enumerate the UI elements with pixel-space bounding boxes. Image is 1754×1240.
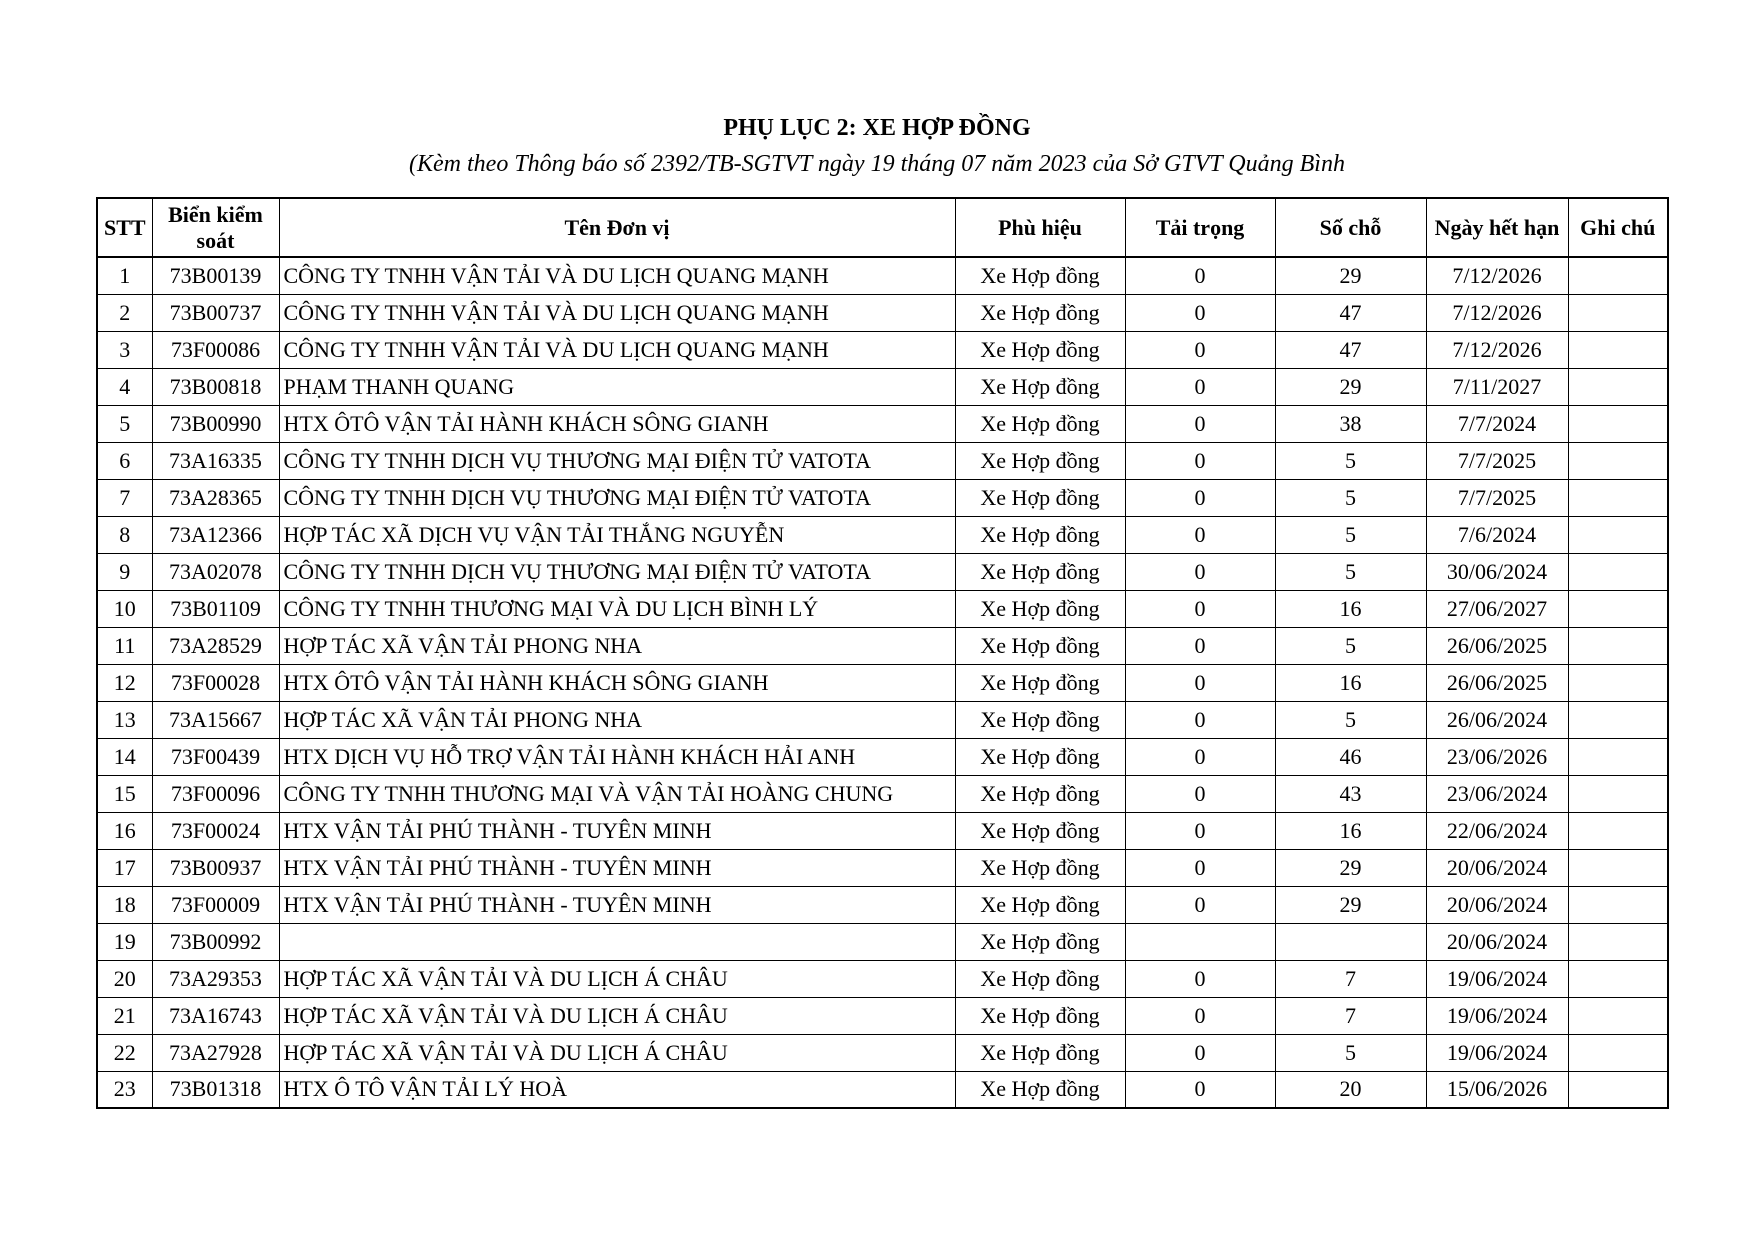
cell-plate: 73F00439	[152, 738, 279, 775]
cell-badge: Xe Hợp đồng	[955, 1071, 1125, 1108]
cell-seats: 29	[1275, 886, 1426, 923]
cell-note	[1568, 442, 1668, 479]
cell-expiry: 20/06/2024	[1426, 886, 1568, 923]
cell-expiry: 7/12/2026	[1426, 257, 1568, 294]
cell-load: 0	[1125, 775, 1275, 812]
cell-stt: 21	[97, 997, 152, 1034]
cell-badge: Xe Hợp đồng	[955, 886, 1125, 923]
cell-stt: 9	[97, 553, 152, 590]
cell-seats: 16	[1275, 590, 1426, 627]
cell-expiry: 7/6/2024	[1426, 516, 1568, 553]
cell-load: 0	[1125, 812, 1275, 849]
cell-note	[1568, 738, 1668, 775]
cell-stt: 7	[97, 479, 152, 516]
cell-unit: HTX VẬN TẢI PHÚ THÀNH - TUYÊN MINH	[279, 849, 955, 886]
cell-expiry: 7/7/2025	[1426, 479, 1568, 516]
table-row	[97, 849, 1668, 886]
cell-expiry: 23/06/2026	[1426, 738, 1568, 775]
table-body	[97, 257, 1668, 1108]
cell-seats: 29	[1275, 849, 1426, 886]
cell-unit: CÔNG TY TNHH THƯƠNG MẠI VÀ VẬN TẢI HOÀNG CHUNG	[279, 775, 955, 812]
cell-load: 0	[1125, 331, 1275, 368]
cell-expiry: 19/06/2024	[1426, 997, 1568, 1034]
cell-badge: Xe Hợp đồng	[955, 257, 1125, 294]
table-row	[97, 775, 1668, 812]
vehicle-table	[96, 197, 1669, 1109]
cell-seats: 5	[1275, 627, 1426, 664]
cell-note	[1568, 960, 1668, 997]
cell-plate: 73A29353	[152, 960, 279, 997]
cell-unit: CÔNG TY TNHH DỊCH VỤ THƯƠNG MẠI ĐIỆN TỬ VATOTA	[279, 553, 955, 590]
cell-unit: HỢP TÁC XÃ VẬN TẢI VÀ DU LỊCH Á CHÂU	[279, 960, 955, 997]
cell-unit: CÔNG TY TNHH VẬN TẢI VÀ DU LỊCH QUANG MẠNH	[279, 331, 955, 368]
cell-load: 0	[1125, 553, 1275, 590]
cell-badge: Xe Hợp đồng	[955, 923, 1125, 960]
cell-load: 0	[1125, 701, 1275, 738]
cell-load: 0	[1125, 997, 1275, 1034]
cell-note	[1568, 331, 1668, 368]
table-row	[97, 664, 1668, 701]
table-header-row	[97, 198, 1668, 257]
header-plate: Biển kiểm soát	[152, 198, 279, 257]
cell-note	[1568, 997, 1668, 1034]
cell-load: 0	[1125, 479, 1275, 516]
cell-stt: 4	[97, 368, 152, 405]
table-row	[97, 923, 1668, 960]
table-row	[97, 405, 1668, 442]
cell-expiry: 19/06/2024	[1426, 1034, 1568, 1071]
cell-load: 0	[1125, 590, 1275, 627]
cell-badge: Xe Hợp đồng	[955, 775, 1125, 812]
cell-plate: 73F00009	[152, 886, 279, 923]
cell-badge: Xe Hợp đồng	[955, 1034, 1125, 1071]
cell-stt: 18	[97, 886, 152, 923]
table-row	[97, 257, 1668, 294]
cell-note	[1568, 701, 1668, 738]
cell-badge: Xe Hợp đồng	[955, 701, 1125, 738]
cell-stt: 22	[97, 1034, 152, 1071]
cell-note	[1568, 294, 1668, 331]
cell-badge: Xe Hợp đồng	[955, 553, 1125, 590]
cell-plate: 73A15667	[152, 701, 279, 738]
cell-stt: 11	[97, 627, 152, 664]
cell-seats: 7	[1275, 960, 1426, 997]
cell-load: 0	[1125, 442, 1275, 479]
cell-seats: 5	[1275, 479, 1426, 516]
cell-stt: 13	[97, 701, 152, 738]
cell-seats: 38	[1275, 405, 1426, 442]
table-row	[97, 997, 1668, 1034]
cell-stt: 23	[97, 1071, 152, 1108]
cell-seats: 16	[1275, 812, 1426, 849]
cell-stt: 17	[97, 849, 152, 886]
cell-stt: 16	[97, 812, 152, 849]
cell-expiry: 19/06/2024	[1426, 960, 1568, 997]
cell-note	[1568, 627, 1668, 664]
cell-note	[1568, 405, 1668, 442]
cell-load: 0	[1125, 627, 1275, 664]
cell-load: 0	[1125, 960, 1275, 997]
cell-unit	[279, 923, 955, 960]
cell-expiry: 7/11/2027	[1426, 368, 1568, 405]
cell-seats: 7	[1275, 997, 1426, 1034]
cell-badge: Xe Hợp đồng	[955, 590, 1125, 627]
cell-load	[1125, 923, 1275, 960]
cell-plate: 73A28365	[152, 479, 279, 516]
cell-unit: CÔNG TY TNHH THƯƠNG MẠI VÀ DU LỊCH BÌNH LÝ	[279, 590, 955, 627]
cell-plate: 73B01318	[152, 1071, 279, 1108]
cell-seats: 29	[1275, 257, 1426, 294]
cell-unit: HỢP TÁC XÃ VẬN TẢI PHONG NHA	[279, 701, 955, 738]
cell-plate: 73F00096	[152, 775, 279, 812]
cell-note	[1568, 664, 1668, 701]
cell-seats: 43	[1275, 775, 1426, 812]
cell-stt: 20	[97, 960, 152, 997]
cell-note	[1568, 849, 1668, 886]
header-note: Ghi chú	[1568, 198, 1668, 257]
cell-seats: 5	[1275, 442, 1426, 479]
cell-seats: 5	[1275, 516, 1426, 553]
table-row	[97, 479, 1668, 516]
cell-note	[1568, 553, 1668, 590]
cell-expiry: 7/7/2025	[1426, 442, 1568, 479]
cell-seats: 29	[1275, 368, 1426, 405]
cell-plate: 73A16743	[152, 997, 279, 1034]
cell-seats: 5	[1275, 1034, 1426, 1071]
cell-expiry: 22/06/2024	[1426, 812, 1568, 849]
cell-seats: 16	[1275, 664, 1426, 701]
cell-plate: 73A02078	[152, 553, 279, 590]
cell-unit: CÔNG TY TNHH DỊCH VỤ THƯƠNG MẠI ĐIỆN TỬ VATOTA	[279, 442, 955, 479]
cell-stt: 6	[97, 442, 152, 479]
cell-badge: Xe Hợp đồng	[955, 294, 1125, 331]
cell-plate: 73F00028	[152, 664, 279, 701]
cell-load: 0	[1125, 257, 1275, 294]
cell-unit: HTX VẬN TẢI PHÚ THÀNH - TUYÊN MINH	[279, 812, 955, 849]
cell-load: 0	[1125, 516, 1275, 553]
cell-expiry: 7/12/2026	[1426, 331, 1568, 368]
cell-stt: 12	[97, 664, 152, 701]
cell-expiry: 26/06/2025	[1426, 664, 1568, 701]
cell-badge: Xe Hợp đồng	[955, 997, 1125, 1034]
cell-load: 0	[1125, 1034, 1275, 1071]
cell-plate: 73B00139	[152, 257, 279, 294]
cell-expiry: 23/06/2024	[1426, 775, 1568, 812]
cell-expiry: 26/06/2025	[1426, 627, 1568, 664]
cell-badge: Xe Hợp đồng	[955, 849, 1125, 886]
cell-unit: HTX Ô TÔ VẬN TẢI LÝ HOÀ	[279, 1071, 955, 1108]
cell-plate: 73A12366	[152, 516, 279, 553]
cell-unit: HTX ÔTÔ VẬN TẢI HÀNH KHÁCH SÔNG GIANH	[279, 664, 955, 701]
cell-seats: 5	[1275, 701, 1426, 738]
table-row	[97, 812, 1668, 849]
cell-plate: 73B00737	[152, 294, 279, 331]
cell-plate: 73A16335	[152, 442, 279, 479]
cell-load: 0	[1125, 849, 1275, 886]
cell-note	[1568, 479, 1668, 516]
cell-unit: CÔNG TY TNHH VẬN TẢI VÀ DU LỊCH QUANG MẠNH	[279, 294, 955, 331]
cell-badge: Xe Hợp đồng	[955, 479, 1125, 516]
cell-unit: HTX VẬN TẢI PHÚ THÀNH - TUYÊN MINH	[279, 886, 955, 923]
table-row	[97, 516, 1668, 553]
cell-plate: 73A28529	[152, 627, 279, 664]
cell-expiry: 20/06/2024	[1426, 849, 1568, 886]
table-row	[97, 368, 1668, 405]
cell-load: 0	[1125, 886, 1275, 923]
cell-stt: 3	[97, 331, 152, 368]
cell-badge: Xe Hợp đồng	[955, 331, 1125, 368]
cell-seats	[1275, 923, 1426, 960]
cell-badge: Xe Hợp đồng	[955, 516, 1125, 553]
cell-seats: 47	[1275, 294, 1426, 331]
cell-plate: 73B00937	[152, 849, 279, 886]
table-row	[97, 442, 1668, 479]
cell-unit: HỢP TÁC XÃ VẬN TẢI VÀ DU LỊCH Á CHÂU	[279, 997, 955, 1034]
cell-note	[1568, 257, 1668, 294]
cell-seats: 47	[1275, 331, 1426, 368]
page-subtitle: (Kèm theo Thông báo số 2392/TB-SGTVT ngày 19 tháng 07 năm 2023 của Sở GTVT Quảng Bình	[409, 151, 1345, 177]
cell-expiry: 7/7/2024	[1426, 405, 1568, 442]
cell-expiry: 26/06/2024	[1426, 701, 1568, 738]
header-badge: Phù hiệu	[955, 198, 1125, 257]
header-expiry: Ngày hết hạn	[1426, 198, 1568, 257]
cell-expiry: 20/06/2024	[1426, 923, 1568, 960]
cell-stt: 14	[97, 738, 152, 775]
cell-expiry: 30/06/2024	[1426, 553, 1568, 590]
cell-seats: 5	[1275, 553, 1426, 590]
cell-seats: 20	[1275, 1071, 1426, 1108]
cell-note	[1568, 1071, 1668, 1108]
cell-stt: 15	[97, 775, 152, 812]
page-title: PHỤ LỤC 2: XE HỢP ĐỒNG	[723, 115, 1031, 141]
table-row	[97, 738, 1668, 775]
cell-note	[1568, 516, 1668, 553]
cell-seats: 46	[1275, 738, 1426, 775]
cell-load: 0	[1125, 738, 1275, 775]
table-row	[97, 886, 1668, 923]
cell-unit: HỢP TÁC XÃ VẬN TẢI VÀ DU LỊCH Á CHÂU	[279, 1034, 955, 1071]
cell-load: 0	[1125, 368, 1275, 405]
cell-plate: 73B00818	[152, 368, 279, 405]
cell-unit: CÔNG TY TNHH VẬN TẢI VÀ DU LỊCH QUANG MẠNH	[279, 257, 955, 294]
cell-badge: Xe Hợp đồng	[955, 627, 1125, 664]
cell-load: 0	[1125, 1071, 1275, 1108]
cell-badge: Xe Hợp đồng	[955, 738, 1125, 775]
cell-plate: 73B00992	[152, 923, 279, 960]
cell-plate: 73B01109	[152, 590, 279, 627]
cell-note	[1568, 1034, 1668, 1071]
cell-note	[1568, 368, 1668, 405]
cell-load: 0	[1125, 664, 1275, 701]
cell-stt: 2	[97, 294, 152, 331]
cell-unit: PHẠM THANH QUANG	[279, 368, 955, 405]
cell-badge: Xe Hợp đồng	[955, 664, 1125, 701]
cell-note	[1568, 923, 1668, 960]
cell-badge: Xe Hợp đồng	[955, 405, 1125, 442]
table-row	[97, 590, 1668, 627]
table-row	[97, 627, 1668, 664]
cell-expiry: 7/12/2026	[1426, 294, 1568, 331]
table-row	[97, 1034, 1668, 1071]
cell-note	[1568, 590, 1668, 627]
table-row	[97, 294, 1668, 331]
cell-plate: 73F00086	[152, 331, 279, 368]
cell-badge: Xe Hợp đồng	[955, 960, 1125, 997]
cell-expiry: 15/06/2026	[1426, 1071, 1568, 1108]
cell-badge: Xe Hợp đồng	[955, 812, 1125, 849]
cell-unit: HTX ÔTÔ VẬN TẢI HÀNH KHÁCH SÔNG GIANH	[279, 405, 955, 442]
table-row	[97, 960, 1668, 997]
cell-stt: 8	[97, 516, 152, 553]
table-row	[97, 1071, 1668, 1108]
header-unit: Tên Đơn vị	[279, 198, 955, 257]
cell-unit: HỢP TÁC XÃ DỊCH VỤ VẬN TẢI THẮNG NGUYỄN	[279, 516, 955, 553]
table-row	[97, 701, 1668, 738]
cell-expiry: 27/06/2027	[1426, 590, 1568, 627]
cell-plate: 73B00990	[152, 405, 279, 442]
cell-badge: Xe Hợp đồng	[955, 368, 1125, 405]
header-stt: STT	[97, 198, 152, 257]
cell-stt: 5	[97, 405, 152, 442]
cell-unit: HTX DỊCH VỤ HỖ TRỢ VẬN TẢI HÀNH KHÁCH HẢI ANH	[279, 738, 955, 775]
cell-stt: 10	[97, 590, 152, 627]
cell-note	[1568, 775, 1668, 812]
table-row	[97, 331, 1668, 368]
cell-unit: CÔNG TY TNHH DỊCH VỤ THƯƠNG MẠI ĐIỆN TỬ VATOTA	[279, 479, 955, 516]
cell-load: 0	[1125, 294, 1275, 331]
cell-badge: Xe Hợp đồng	[955, 442, 1125, 479]
table-row	[97, 553, 1668, 590]
cell-stt: 19	[97, 923, 152, 960]
header-load: Tải trọng	[1125, 198, 1275, 257]
cell-note	[1568, 812, 1668, 849]
header-seats: Số chỗ	[1275, 198, 1426, 257]
cell-note	[1568, 886, 1668, 923]
cell-plate: 73A27928	[152, 1034, 279, 1071]
cell-load: 0	[1125, 405, 1275, 442]
cell-unit: HỢP TÁC XÃ VẬN TẢI PHONG NHA	[279, 627, 955, 664]
cell-plate: 73F00024	[152, 812, 279, 849]
cell-stt: 1	[97, 257, 152, 294]
